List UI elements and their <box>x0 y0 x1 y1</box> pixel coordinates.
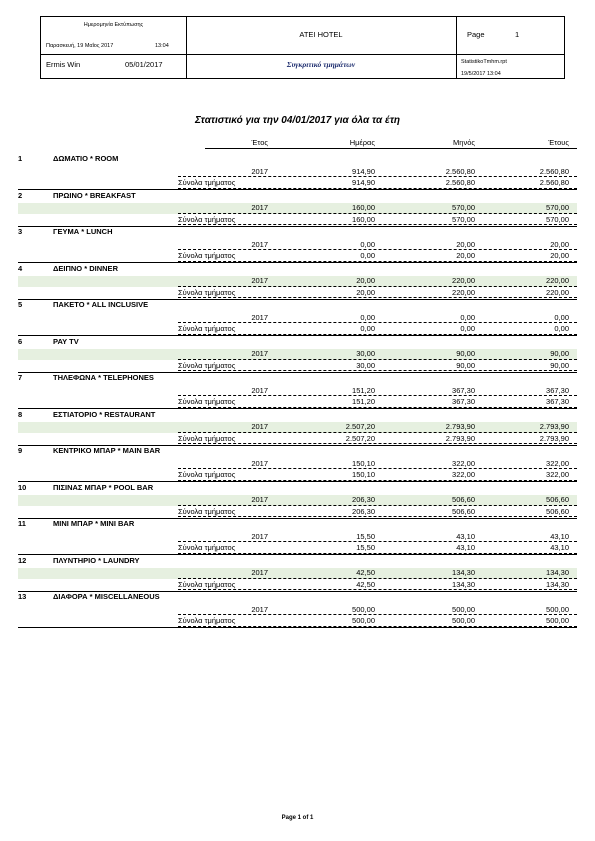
total-ytd: 134,30 <box>546 579 569 589</box>
print-date: Παρασκευή, 19 Μαΐος 2017 <box>46 43 114 49</box>
department-number: 11 <box>18 519 26 528</box>
month-value: 2.560,80 <box>445 166 475 176</box>
ytd-value: 2.560,80 <box>539 166 569 176</box>
total-day: 30,00 <box>356 360 375 370</box>
month-value: 134,30 <box>452 568 475 577</box>
department-name: ΠΙΣΙΝΑΣ ΜΠΑΡ * POOL BAR <box>53 482 154 492</box>
year-value: 2017 <box>251 495 268 504</box>
month-value: 367,30 <box>452 385 475 395</box>
department-number: 1 <box>18 154 23 163</box>
day-value: 160,00 <box>352 203 375 212</box>
ytd-value: 2.793,90 <box>539 422 569 431</box>
totals-label: Σύνολα τμήματος <box>178 433 236 443</box>
total-month: 570,00 <box>452 214 475 224</box>
department-number: 2 <box>18 190 23 200</box>
department-separator <box>18 335 577 336</box>
day-value: 206,30 <box>352 495 375 504</box>
total-month: 220,00 <box>452 287 475 297</box>
total-day: 42,50 <box>356 579 375 589</box>
year-value: 2017 <box>251 385 268 395</box>
department-name: ΠΡΩΙΝΟ * BREAKFAST <box>53 190 136 200</box>
ytd-value: 367,30 <box>546 385 569 395</box>
year-value: 2017 <box>251 349 268 358</box>
department-number: 5 <box>18 300 23 309</box>
department-separator <box>18 627 577 628</box>
column-ytd: Έτους <box>548 138 569 147</box>
report-name: Συγκριτικό τμημάτων <box>286 60 356 69</box>
department-name: ΔΩΜΑΤΙΟ * ROOM <box>53 154 119 163</box>
month-value: 90,00 <box>456 349 475 358</box>
ytd-value: 43,10 <box>550 531 569 541</box>
column-month: Μηνός <box>453 138 475 147</box>
total-month: 322,00 <box>452 470 475 479</box>
total-day: 20,00 <box>356 287 375 297</box>
totals-label: Σύνολα τμήματος <box>178 470 236 479</box>
total-ytd: 506,60 <box>546 506 569 516</box>
totals-label: Σύνολα τμήματος <box>178 397 236 406</box>
total-ytd: 322,00 <box>546 470 569 479</box>
day-value: 150,10 <box>352 458 375 468</box>
values-underline <box>178 614 577 615</box>
ytd-value: 134,30 <box>546 568 569 577</box>
department-name: ΜΙΝΙ ΜΠΑΡ * MINI BAR <box>53 519 135 528</box>
year-value: 2017 <box>251 422 268 431</box>
totals-label: Σύνολα τμήματος <box>178 214 236 224</box>
values-underline <box>178 176 577 177</box>
department-name: ΕΣΤΙΑΤΟΡΙΟ * RESTAURANT <box>53 409 156 419</box>
print-date-label: Ημερομηνία Εκτύπωσης <box>83 22 144 28</box>
totals-label: Σύνολα τμήματος <box>178 178 236 187</box>
column-day: Ημέρας <box>349 138 375 147</box>
values-underline <box>178 541 577 542</box>
month-value: 220,00 <box>452 276 475 285</box>
year-value: 2017 <box>251 458 268 468</box>
year-value: 2017 <box>251 604 268 614</box>
year-value: 2017 <box>251 203 268 212</box>
day-value: 0,00 <box>360 312 375 322</box>
header-underline <box>205 148 577 149</box>
day-value: 0,00 <box>360 239 375 249</box>
file-datetime: 19/5/2017 13:04 <box>461 71 501 77</box>
department-number: 7 <box>18 373 23 382</box>
day-value: 30,00 <box>356 349 375 358</box>
total-month: 0,00 <box>460 324 475 333</box>
ytd-value: 570,00 <box>546 203 569 212</box>
total-ytd: 570,00 <box>546 214 569 224</box>
ytd-value: 500,00 <box>546 604 569 614</box>
values-underline <box>178 286 577 287</box>
ytd-value: 0,00 <box>554 312 569 322</box>
department-number: 9 <box>18 446 23 455</box>
values-underline <box>178 578 577 579</box>
hotel-name: ATEI HOTEL <box>299 30 343 39</box>
department-name: ΓΕΥΜΑ * LUNCH <box>53 227 113 236</box>
values-underline <box>178 432 577 433</box>
values-underline <box>178 395 577 396</box>
department-number: 13 <box>18 592 27 601</box>
values-underline <box>178 468 577 469</box>
month-value: 0,00 <box>460 312 475 322</box>
year-value: 2017 <box>251 239 268 249</box>
department-name: ΔΙΑΦΟΡΑ * MISCELLANEOUS <box>53 592 160 601</box>
totals-label: Σύνολα τμήματος <box>178 616 236 625</box>
ytd-value: 322,00 <box>546 458 569 468</box>
ytd-value: 220,00 <box>546 276 569 285</box>
report-header-box <box>40 16 565 79</box>
ytd-value: 506,60 <box>546 495 569 504</box>
month-value: 43,10 <box>456 531 475 541</box>
page-number: 1 <box>515 30 520 39</box>
values-underline <box>178 249 577 250</box>
month-value: 20,00 <box>456 239 475 249</box>
department-name: ΤΗΛΕΦΩΝΑ * TELEPHONES <box>53 373 154 382</box>
total-month: 506,60 <box>452 506 475 516</box>
total-day: 500,00 <box>352 616 375 625</box>
report-title: Στατιστικό για την 04/01/2017 για όλα τα έτη <box>194 115 401 126</box>
totals-label: Σύνολα τμήματος <box>178 324 236 333</box>
day-value: 2.507,20 <box>345 422 375 431</box>
column-year: Έτος <box>251 138 268 147</box>
values-underline <box>178 322 577 323</box>
totals-label: Σύνολα τμήματος <box>178 360 236 370</box>
ytd-value: 90,00 <box>550 349 569 358</box>
totals-label: Σύνολα τμήματος <box>178 251 236 260</box>
day-value: 151,20 <box>352 385 375 395</box>
day-value: 15,50 <box>356 531 375 541</box>
year-value: 2017 <box>251 276 268 285</box>
total-month: 2.793,90 <box>445 433 475 443</box>
department-name: ΠΑΚΕΤΟ * ALL INCLUSIVE <box>53 300 149 309</box>
total-day: 15,50 <box>356 543 375 552</box>
department-number: 4 <box>18 263 23 273</box>
page-label: Page <box>467 30 485 39</box>
total-month: 134,30 <box>452 579 475 589</box>
month-value: 506,60 <box>452 495 475 504</box>
totals-label: Σύνολα τμήματος <box>178 506 236 516</box>
total-ytd: 20,00 <box>550 251 569 260</box>
total-ytd: 367,30 <box>546 397 569 406</box>
page-footer: Page 1 of 1 <box>281 815 314 821</box>
total-ytd: 0,00 <box>554 324 569 333</box>
day-value: 42,50 <box>356 568 375 577</box>
department-number: 3 <box>18 227 23 236</box>
total-ytd: 2.793,90 <box>539 433 569 443</box>
month-value: 2.793,90 <box>445 422 475 431</box>
department-number: 10 <box>18 482 27 492</box>
total-month: 500,00 <box>452 616 475 625</box>
user-name: Ermis Win <box>46 60 81 69</box>
values-underline <box>178 359 577 360</box>
department-number: 6 <box>18 336 23 346</box>
total-day: 2.507,20 <box>345 433 375 443</box>
total-month: 90,00 <box>456 360 475 370</box>
total-month: 2.560,80 <box>445 178 475 187</box>
total-day: 151,20 <box>352 397 375 406</box>
total-month: 367,30 <box>452 397 475 406</box>
totals-label: Σύνολα τμήματος <box>178 287 236 297</box>
year-value: 2017 <box>251 531 268 541</box>
total-day: 914,90 <box>352 178 375 187</box>
values-underline <box>178 213 577 214</box>
total-month: 20,00 <box>456 251 475 260</box>
year-value: 2017 <box>251 312 268 322</box>
totals-label: Σύνολα τμήματος <box>178 543 236 552</box>
print-time: 13:04 <box>155 43 169 49</box>
day-value: 20,00 <box>356 276 375 285</box>
total-ytd: 220,00 <box>546 287 569 297</box>
month-value: 322,00 <box>452 458 475 468</box>
total-day: 0,00 <box>360 251 375 260</box>
total-ytd: 43,10 <box>550 543 569 552</box>
department-name: PAY TV <box>53 336 79 346</box>
total-day: 206,30 <box>352 506 375 516</box>
total-ytd: 500,00 <box>546 616 569 625</box>
totals-label: Σύνολα τμήματος <box>178 579 236 589</box>
month-value: 500,00 <box>452 604 475 614</box>
year-value: 2017 <box>251 568 268 577</box>
ytd-value: 20,00 <box>550 239 569 249</box>
report-date: 05/01/2017 <box>125 60 163 69</box>
total-ytd: 2.560,80 <box>539 178 569 187</box>
month-value: 570,00 <box>452 203 475 212</box>
total-ytd: 90,00 <box>550 360 569 370</box>
department-number: 12 <box>18 555 27 565</box>
department-name: ΚΕΝΤΡΙΚΟ ΜΠΑΡ * MAIN BAR <box>53 446 161 455</box>
values-underline <box>178 505 577 506</box>
department-name: ΠΛΥΝΤΗΡΙΟ * LAUNDRY <box>53 555 140 565</box>
file-name: StatistikoTmhm.rpt <box>461 59 507 65</box>
total-day: 150,10 <box>352 470 375 479</box>
total-day: 0,00 <box>360 324 375 333</box>
total-month: 43,10 <box>456 543 475 552</box>
department-name: ΔΕΙΠΝΟ * DINNER <box>53 263 118 273</box>
year-value: 2017 <box>251 166 268 176</box>
total-day: 160,00 <box>352 214 375 224</box>
day-value: 500,00 <box>352 604 375 614</box>
department-number: 8 <box>18 409 23 419</box>
day-value: 914,90 <box>352 166 375 176</box>
